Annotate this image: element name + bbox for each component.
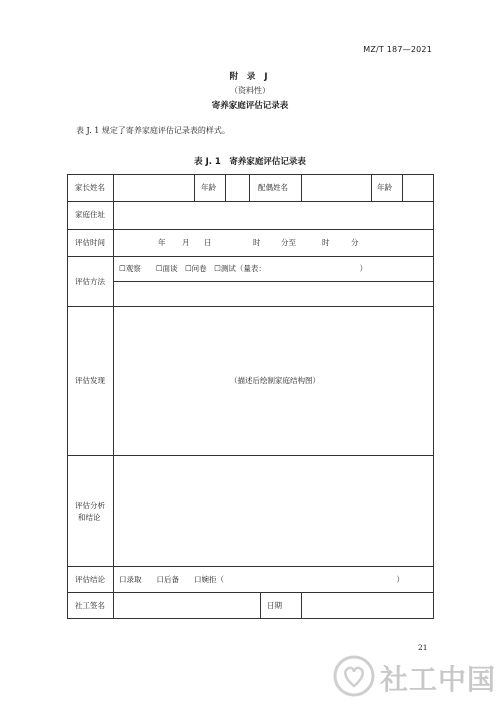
col-divider [301,174,302,201]
conclusion-options: 口录取 口后备 口婉拒（ ） [119,575,404,584]
col-divider [301,592,302,618]
appendix-title: 附 录 J [229,72,271,82]
table-border-left [67,174,68,619]
col-divider [371,174,372,201]
findings-hint: （描述后绘制家庭结构图） [230,376,320,385]
heart-hands-logo-icon [332,654,376,698]
assessment-form-table [67,174,434,619]
time-label: 评估时间 [75,238,105,247]
time-minute-to: 分至 [281,238,296,247]
time-minute-end: 分 [351,238,359,247]
watermark-text: 社工中国 [380,663,497,696]
table-caption: 表 J. 1 寄养家庭评估记录表 [194,157,306,167]
conclusion-label: 评估结论 [75,575,105,584]
row-divider [67,566,434,567]
signature-label: 社工签名 [75,601,105,610]
table-border-bottom [67,618,434,619]
address-label: 家庭住址 [75,210,105,219]
intro-text: 表 J. 1 规定了寄养家庭评估记录表的样式。 [76,126,230,135]
date-label: 日期 [267,601,282,610]
time-hour: 时 [253,238,261,247]
findings-label: 评估发现 [75,376,105,385]
analysis-label-line1: 评估分析 [75,501,105,510]
col-divider [260,592,261,618]
watermark [330,652,497,702]
col-divider [402,174,403,201]
table-border-right [433,174,434,619]
time-hour-end: 时 [322,238,330,247]
head-name-label: 家长姓名 [75,183,105,192]
time-year: 年 [158,238,166,247]
row-divider [67,455,434,456]
col-divider [225,174,226,201]
method-label: 评估方法 [75,277,105,286]
label-column-divider [113,174,114,619]
appendix-name: 寄养家庭评估记录表 [211,101,289,111]
table-border-top [67,174,434,175]
col-divider [249,174,250,201]
time-day: 日 [204,238,212,247]
time-month: 月 [182,238,190,247]
col-divider [194,174,195,201]
spouse-age-label: 年龄 [377,183,392,192]
row-divider [67,592,434,593]
page-number: 21 [418,643,428,652]
row-divider [113,281,434,282]
row-divider [67,201,434,202]
analysis-label-line2: 和结论 [78,513,101,522]
row-divider [67,256,434,257]
row-divider [67,306,434,307]
appendix-subtitle: （资料性） [230,86,270,95]
spouse-name-label: 配偶姓名 [258,183,288,192]
standard-code: MZ/T 187—2021 [363,45,432,54]
row-divider [67,229,434,230]
head-age-label: 年龄 [201,183,216,192]
method-options: ☐观察 ☐面谈 ☐问卷 ☐测试（量表： ） [119,264,368,273]
